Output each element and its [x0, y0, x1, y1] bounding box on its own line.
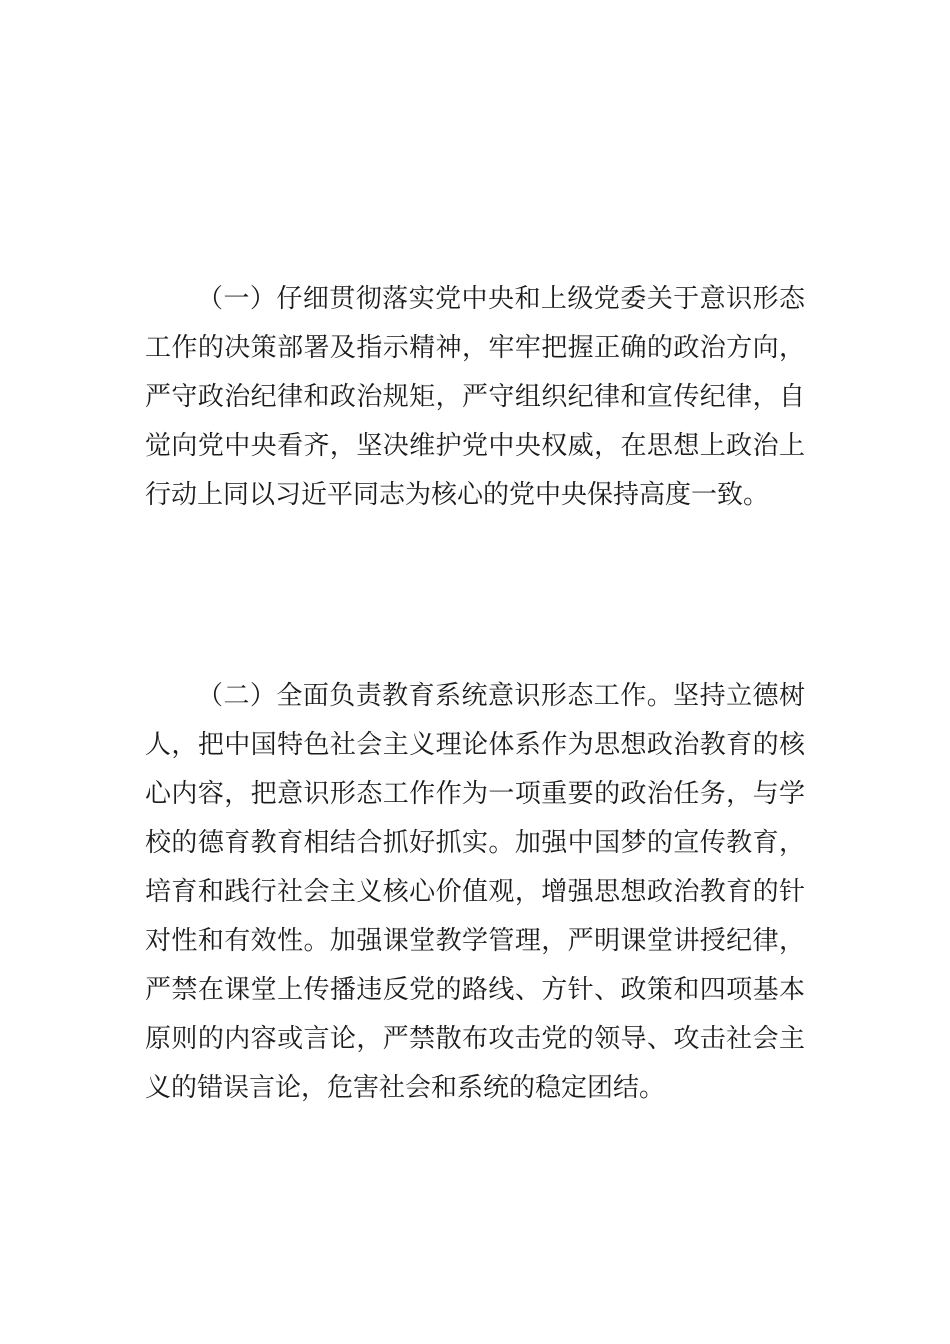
paragraph-2: （二）全面负责教育系统意识形态工作。坚持立德树人，把中国特色社会主义理论体系作为思想政治教育的核心内容，把意识形态工作作为一项重要的政治任务，与学校的德育教育相结合抓好抓实。加强中国梦的宣传教育，培育和践行社会主义核心价值观，增强思想政治教育的针对性和有效性。加强课堂教学管理，严明课堂讲授纪律，严禁在课堂上传播违反党的路线、方针、政策和四项基本原则的内容或言论，严禁散布攻击党的领导、攻击社会主义的错误言论，危害社会和系统的稳定团结。 — [145, 681, 805, 1103]
paragraph-1: （一）仔细贯彻落实党中央和上级党委关于意识形态工作的决策部署及指示精神，牢牢把握正确的政治方向，严守政治纪律和政治规矩，严守组织纪律和宣传纪律，自觉向党中央看齐，坚决维护党中央权威，在思想上政治上行动上同以习近平同志为核心的党中央保持高度一致。 — [145, 284, 805, 510]
